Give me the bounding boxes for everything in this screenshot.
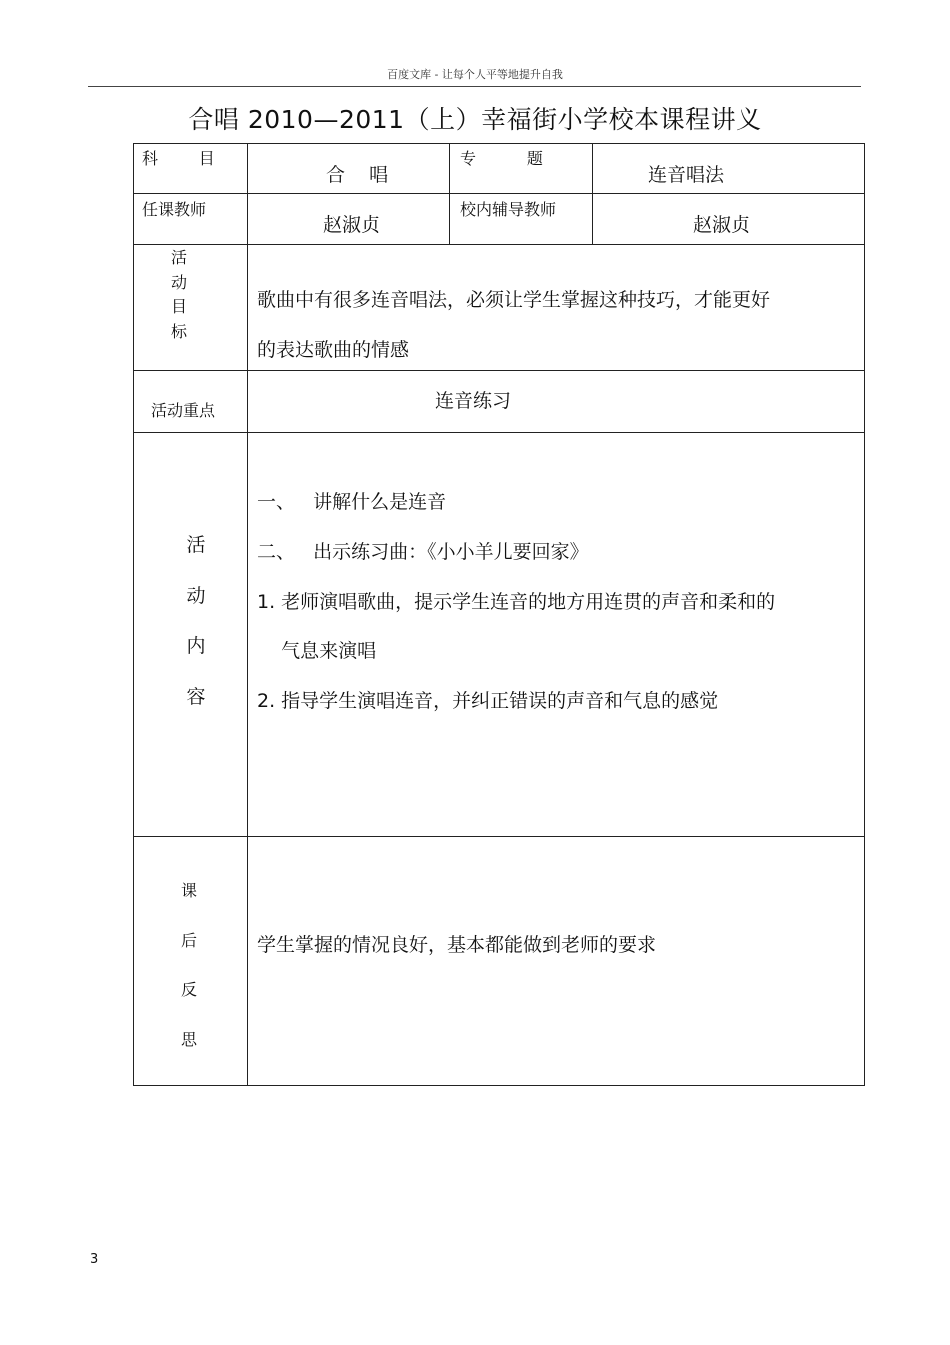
page-header: 百度文库 - 让每个人平等地提升自我	[387, 68, 563, 81]
goal-text-line: 歌曲中有很多连音唱法，必须让学生掌握这种技巧，才能更好	[257, 289, 771, 311]
table-border	[133, 432, 865, 433]
content-label	[183, 520, 209, 722]
content-line: 二、 出示练习曲：《小小羊儿要回家》	[257, 541, 589, 563]
table-border	[592, 143, 593, 245]
table-border	[133, 1085, 865, 1086]
goal-label-char: 标	[170, 321, 187, 341]
content-label-char: 动	[186, 584, 206, 607]
table-border	[864, 143, 865, 1086]
content-line: 2. 指导学生演唱连音，并纠正错误的声音和气息的感觉	[257, 690, 719, 712]
content-line: 1. 老师演唱歌曲，提示学生连音的地方用连贯的声音和柔和的	[257, 591, 776, 613]
header-rule	[88, 86, 861, 87]
content-label-char: 内	[186, 635, 206, 657]
goal-label-char: 活	[170, 248, 187, 267]
page-number: 3	[90, 1252, 99, 1267]
focus-label: 活动重点	[151, 401, 216, 420]
reflection-text: 学生掌握的情况良好，基本都能做到老师的要求	[257, 934, 657, 956]
teacher-label: 任课教师	[142, 200, 207, 219]
table-border	[133, 193, 865, 194]
table-border	[133, 143, 865, 144]
content-line: 一、 讲解什么是连音	[257, 491, 447, 513]
goal-label-char: 目	[170, 297, 187, 316]
table-border	[133, 836, 865, 837]
table-border	[449, 143, 450, 245]
table-border	[133, 370, 865, 371]
reflection-label-char: 思	[180, 1029, 197, 1049]
tutor-label: 校内辅导教师	[460, 200, 557, 219]
goal-label	[168, 246, 190, 344]
goal-text-line: 的表达歌曲的情感	[257, 339, 410, 361]
subject-label: 科 目	[142, 149, 215, 168]
page-title: 合唱 2010—2011（上）幸福街小学校本课程讲义	[188, 105, 762, 134]
table-border	[133, 244, 865, 245]
content-label-char: 容	[186, 685, 206, 708]
goal-label-char: 动	[170, 272, 187, 292]
reflection-label	[178, 866, 200, 1064]
reflection-label-char: 反	[180, 980, 197, 999]
reflection-label-char: 后	[180, 930, 197, 950]
topic-value: 连音唱法	[648, 164, 725, 186]
subject-value: 合 唱	[326, 164, 389, 186]
focus-value: 连音练习	[435, 390, 512, 412]
content-label-char: 活	[186, 534, 206, 556]
content-line: 气息来演唱	[257, 640, 377, 662]
tutor-value: 赵淑贞	[693, 214, 751, 236]
reflection-label-char: 课	[180, 881, 197, 900]
table-border	[133, 143, 134, 1086]
table-border	[247, 143, 248, 1086]
topic-label: 专 题	[460, 149, 543, 168]
teacher-value: 赵淑贞	[323, 214, 381, 236]
